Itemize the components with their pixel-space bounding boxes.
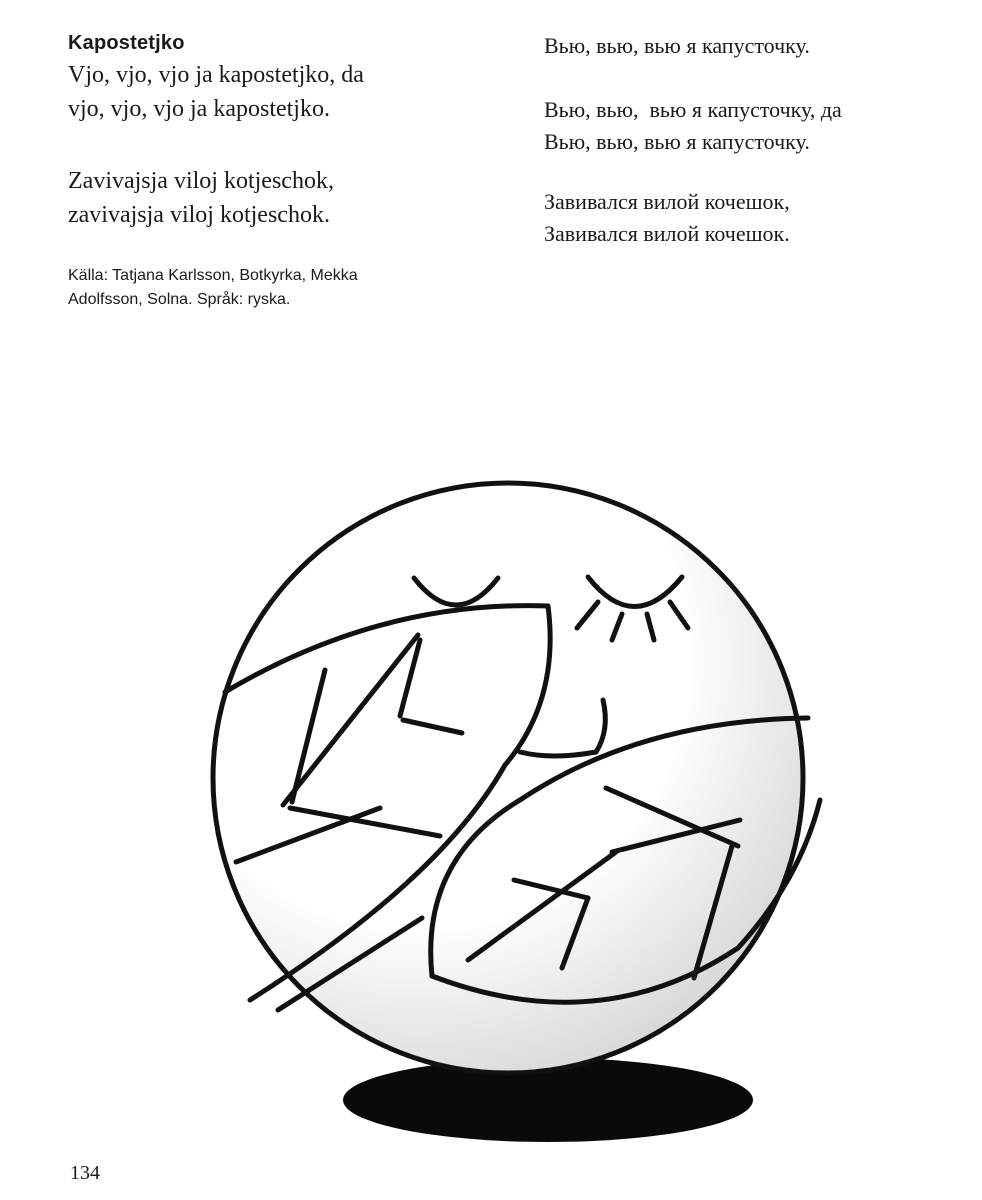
song-title: Kapostetjko	[68, 32, 185, 54]
russian-line: Вью, вью, вью я капусточку.	[544, 129, 810, 154]
page-number: 134	[70, 1162, 100, 1184]
source-line: Adolfsson, Solna. Språk: ryska.	[68, 291, 291, 308]
source-line: Källa: Tatjana Karlsson, Botkyrka, Mekka	[68, 267, 358, 284]
translit-line: Zavivajsja viloj kotjeschok,	[68, 168, 334, 194]
russian-line: Завивался вилой кочешок,	[544, 189, 790, 214]
translit-line: zavivajsja viloj kotjeschok.	[68, 202, 330, 228]
russian-line: Вью, вью, вью я капусточку, да	[544, 97, 842, 122]
russian-line: Завивался вилой кочешок.	[544, 221, 790, 246]
translit-line: vjo, vjo, vjo ja kapostetjko.	[68, 96, 330, 122]
russian-line: Вью, вью, вью я капусточку.	[544, 33, 810, 58]
translit-line: Vjo, vjo, vjo ja kapostetjko, da	[68, 62, 364, 88]
